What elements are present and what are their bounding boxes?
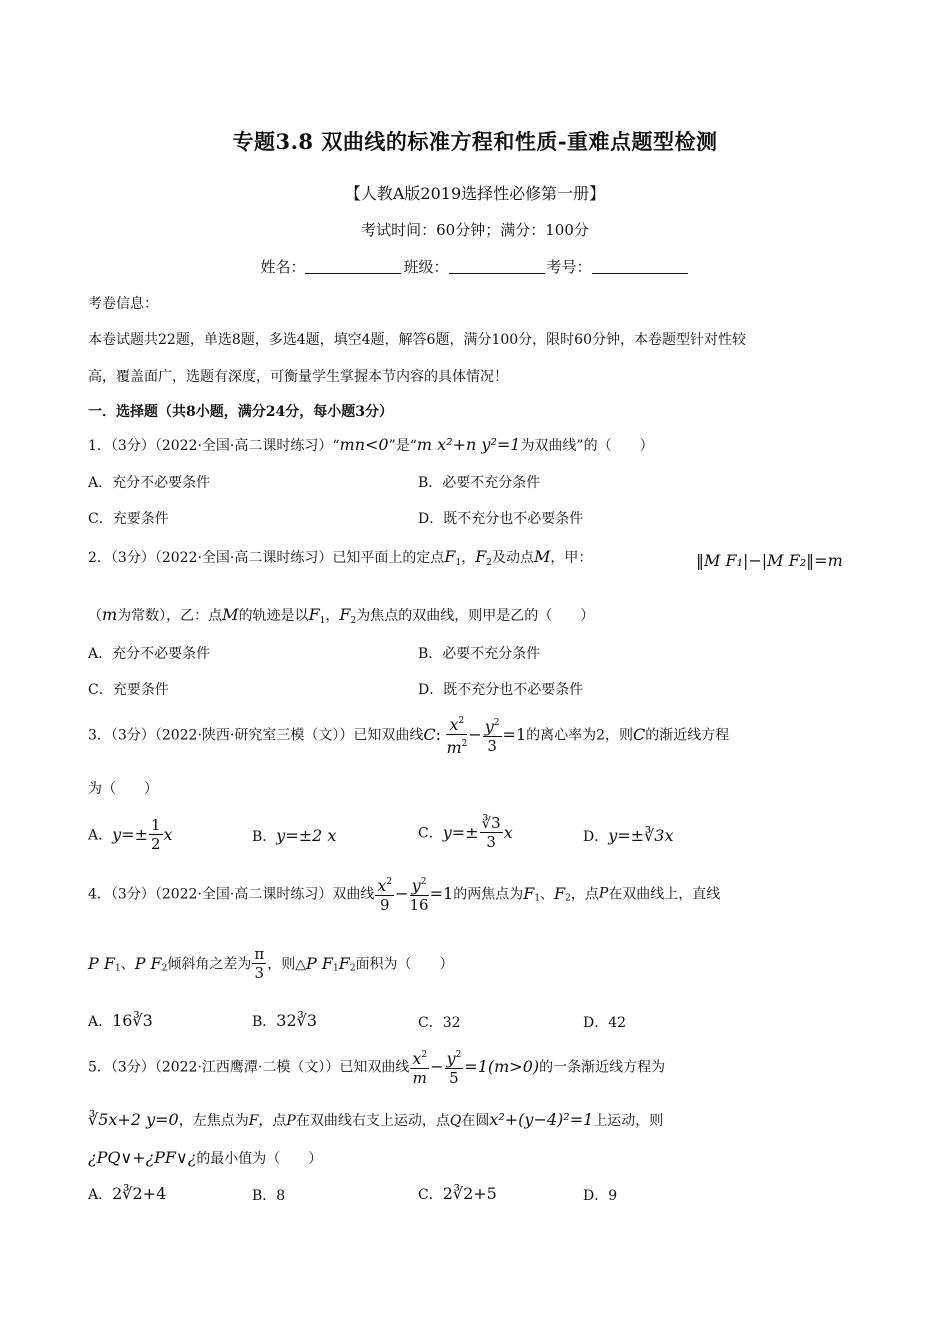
question-3-line-1: 3．（3分）（2022·陕西·研究室三模（文））已知双曲线C: $\frac{x^2}{m^2}$ − $\frac{y^2}{3}$ =1的离心率为2，则C的渐近线方程: [88, 712, 729, 757]
q3-option-d[interactable]: D．y=±∛3x: [583, 826, 674, 845]
id-field[interactable]: [592, 259, 688, 274]
fraction-x2-m2: $\frac{x^2}{m^2}$: [446, 712, 467, 757]
q2-option-a[interactable]: A．充分不必要条件: [88, 646, 211, 662]
q4-option-c[interactable]: C．32: [418, 1015, 461, 1031]
q4-option-a[interactable]: A．16∛3: [88, 1011, 153, 1030]
info-line-1: 本卷试题共22题，单选8题，多选4题，填空4题，解答6题，满分100分，限时60分钟，本卷题型针对性较: [88, 332, 746, 348]
q4-option-d[interactable]: D．42: [583, 1015, 627, 1031]
q5-option-d[interactable]: D．9: [583, 1188, 618, 1204]
fraction-y2-3: $\frac{y^2}{3}$: [483, 714, 502, 755]
q1-option-a[interactable]: A．充分不必要条件: [88, 475, 211, 491]
q3-option-a[interactable]: A．y=± $\frac{1}{2}$ x: [88, 816, 173, 853]
question-2-line-1: 2．（3分）（2022·全国·高二课时练习）已知平面上的定点$F_1$，$F_2$及动点M，甲：: [88, 547, 593, 568]
info-heading: 考卷信息：: [88, 296, 158, 312]
question-5-line-1: 5．（3分）（2022·江西鹰潭·二模（文））已知双曲线 $\frac{x^2}{m}$ − $\frac{y^2}{5}$ =1(m>0)的一条渐近线方程为: [88, 1046, 665, 1087]
math-mn-lt-0: mn<0: [339, 435, 389, 454]
q5-option-c[interactable]: C．2∛2+5: [418, 1184, 497, 1203]
q5-option-b[interactable]: B．8: [252, 1188, 286, 1204]
section-1-heading: 一．选择题（共8小题，满分24分，每小题3分）: [88, 404, 393, 420]
math-abs-expression: ‖M F₁|−|M F₂‖=m: [696, 551, 843, 570]
exam-time: 考试时间：60分钟；满分：100分: [361, 221, 589, 239]
q5-option-a[interactable]: A．2∛2+4: [88, 1184, 167, 1203]
q2-option-c[interactable]: C．充要条件: [88, 682, 169, 698]
q3-option-c[interactable]: C．y=± $\frac{∛3}{3}$ x: [418, 814, 513, 851]
class-field[interactable]: [449, 259, 545, 274]
question-4-line-1: 4．（3分）（2022·全国·高二课时练习）双曲线 $\frac{x^2}{9}$ − $\frac{y^2}{16}$ =1的两焦点为$F_1$、$F_2$，点P在双曲线上，直线: [88, 873, 720, 914]
student-fields: [0, 256, 950, 277]
q4-option-b[interactable]: B．32∛3: [252, 1011, 318, 1030]
question-2-line-2: （m为常数），乙：点M的轨迹是以$F_1$，$F_2$为焦点的双曲线，则甲是乙的（ ）: [88, 605, 595, 626]
name-label: 姓名：: [260, 258, 306, 276]
q1-option-c[interactable]: C．充要条件: [88, 511, 169, 527]
q2-option-d[interactable]: D．既不充分也不必要条件: [418, 682, 584, 698]
q3-option-b[interactable]: B．y=±2 x: [252, 826, 337, 845]
id-label: 考号：: [546, 258, 592, 276]
info-line-2: 高，覆盖面广，选题有深度，可衡量学生掌握本节内容的具体情况！: [88, 369, 508, 385]
page-title: 专题3.8 双曲线的标准方程和性质-重难点题型检测: [232, 129, 718, 154]
name-field[interactable]: [305, 259, 401, 274]
question-5-line-2: ∛5x+2 y=0，左焦点为F，点P在双曲线右支上运动，点Q在圆x²+(y−4)²=1上运动，则: [88, 1110, 664, 1129]
question-1: 1．（3分）（2022·全国·高二课时练习）“mn<0”是“m x²+n y²=1为双曲线”的（ ）: [88, 435, 654, 454]
question-5-line-3: ¿PQ∨+¿PF∨¿的最小值为（ ）: [88, 1148, 323, 1167]
class-label: 班级：: [403, 258, 449, 276]
page-subtitle: 【人教A版2019选择性必修第一册】: [344, 184, 606, 203]
q2-option-b[interactable]: B．必要不充分条件: [418, 646, 541, 662]
question-3-line-2: 为（ ）: [88, 781, 158, 797]
q1-option-d[interactable]: D．既不充分也不必要条件: [418, 511, 584, 527]
q1-option-b[interactable]: B．必要不充分条件: [418, 475, 541, 491]
question-4-line-2: P $F_1$、P $F_2$倾斜角之差为 $\frac{\pi}{3}$ ，则△P $F_1F_2$面积为（ ）: [88, 945, 454, 982]
math-equation-1: m x²+n y²=1: [416, 435, 521, 454]
